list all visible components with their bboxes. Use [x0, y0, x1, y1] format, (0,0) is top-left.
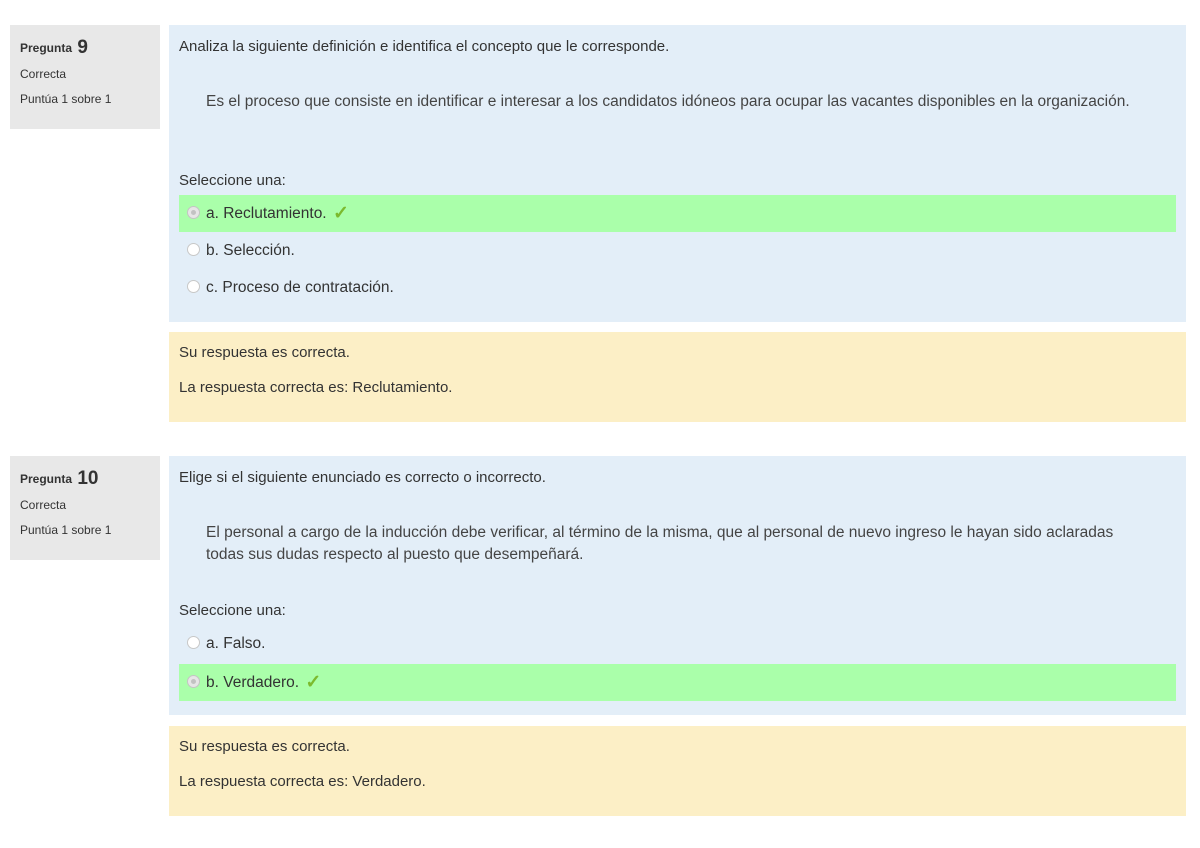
question-formulation: [169, 25, 1186, 322]
question-formulation: [169, 456, 1186, 715]
question-statement: El personal a cargo de la inducción debe verificar, al término de la misma, que al personal de nuevo ingreso le hayan sido aclaradas todas sus dudas respecto al puesto que desempeñará.: [206, 524, 1114, 563]
question-grade: Puntúa 1 sobre 1: [20, 523, 112, 537]
question-feedback-box: [169, 726, 1186, 816]
question-number: [20, 466, 160, 494]
right-answer-text: La respuesta correcta es: Verdadero.: [179, 773, 426, 790]
option-label: b. Selección.: [206, 242, 295, 259]
answer-option-c[interactable]: [179, 269, 1176, 306]
radio-button[interactable]: [187, 636, 200, 649]
question-statement: Es el proceso que consiste en identificar e interesar a los candidatos idóneos para ocupar las vacantes disponibles en la organización.: [206, 93, 1130, 110]
question-info: [10, 456, 160, 560]
answer-prompt: Seleccione una:: [179, 602, 286, 619]
question-intro: Analiza la siguiente definición e identifica el concepto que le corresponde.: [179, 38, 670, 55]
radio-button[interactable]: [187, 675, 200, 688]
question-label: Pregunta: [20, 472, 73, 486]
answer-option-a[interactable]: [179, 195, 1176, 232]
question-label: Pregunta: [20, 41, 73, 55]
radio-button[interactable]: [187, 280, 200, 293]
radio-button[interactable]: [187, 243, 200, 256]
checkmark-icon: ✓: [305, 672, 322, 693]
question-number: [20, 35, 160, 63]
feedback-text: Su respuesta es correcta.: [179, 344, 350, 361]
question-state: Correcta: [20, 67, 67, 81]
question-info: [10, 25, 160, 129]
answer-option-b[interactable]: [179, 232, 1176, 269]
option-label: a. Falso.: [206, 635, 266, 652]
checkmark-icon: ✓: [332, 203, 349, 224]
answer-option-a[interactable]: [179, 625, 1176, 662]
question-number-value: 9: [77, 37, 88, 58]
question-intro: Elige si el siguiente enunciado es correcto o incorrecto.: [179, 469, 546, 486]
option-label: b. Verdadero.: [206, 674, 300, 691]
right-answer-text: La respuesta correcta es: Reclutamiento.: [179, 379, 453, 396]
answer-option-b[interactable]: [179, 664, 1176, 701]
question-number-value: 10: [77, 468, 99, 489]
radio-button[interactable]: [187, 206, 200, 219]
answer-prompt: Seleccione una:: [179, 172, 286, 189]
question-feedback-box: [169, 332, 1186, 422]
feedback-text: Su respuesta es correcta.: [179, 738, 350, 755]
question-grade: Puntúa 1 sobre 1: [20, 92, 112, 106]
option-label: c. Proceso de contratación.: [206, 279, 394, 296]
option-label: a. Reclutamiento.: [206, 205, 327, 222]
question-state: Correcta: [20, 498, 67, 512]
